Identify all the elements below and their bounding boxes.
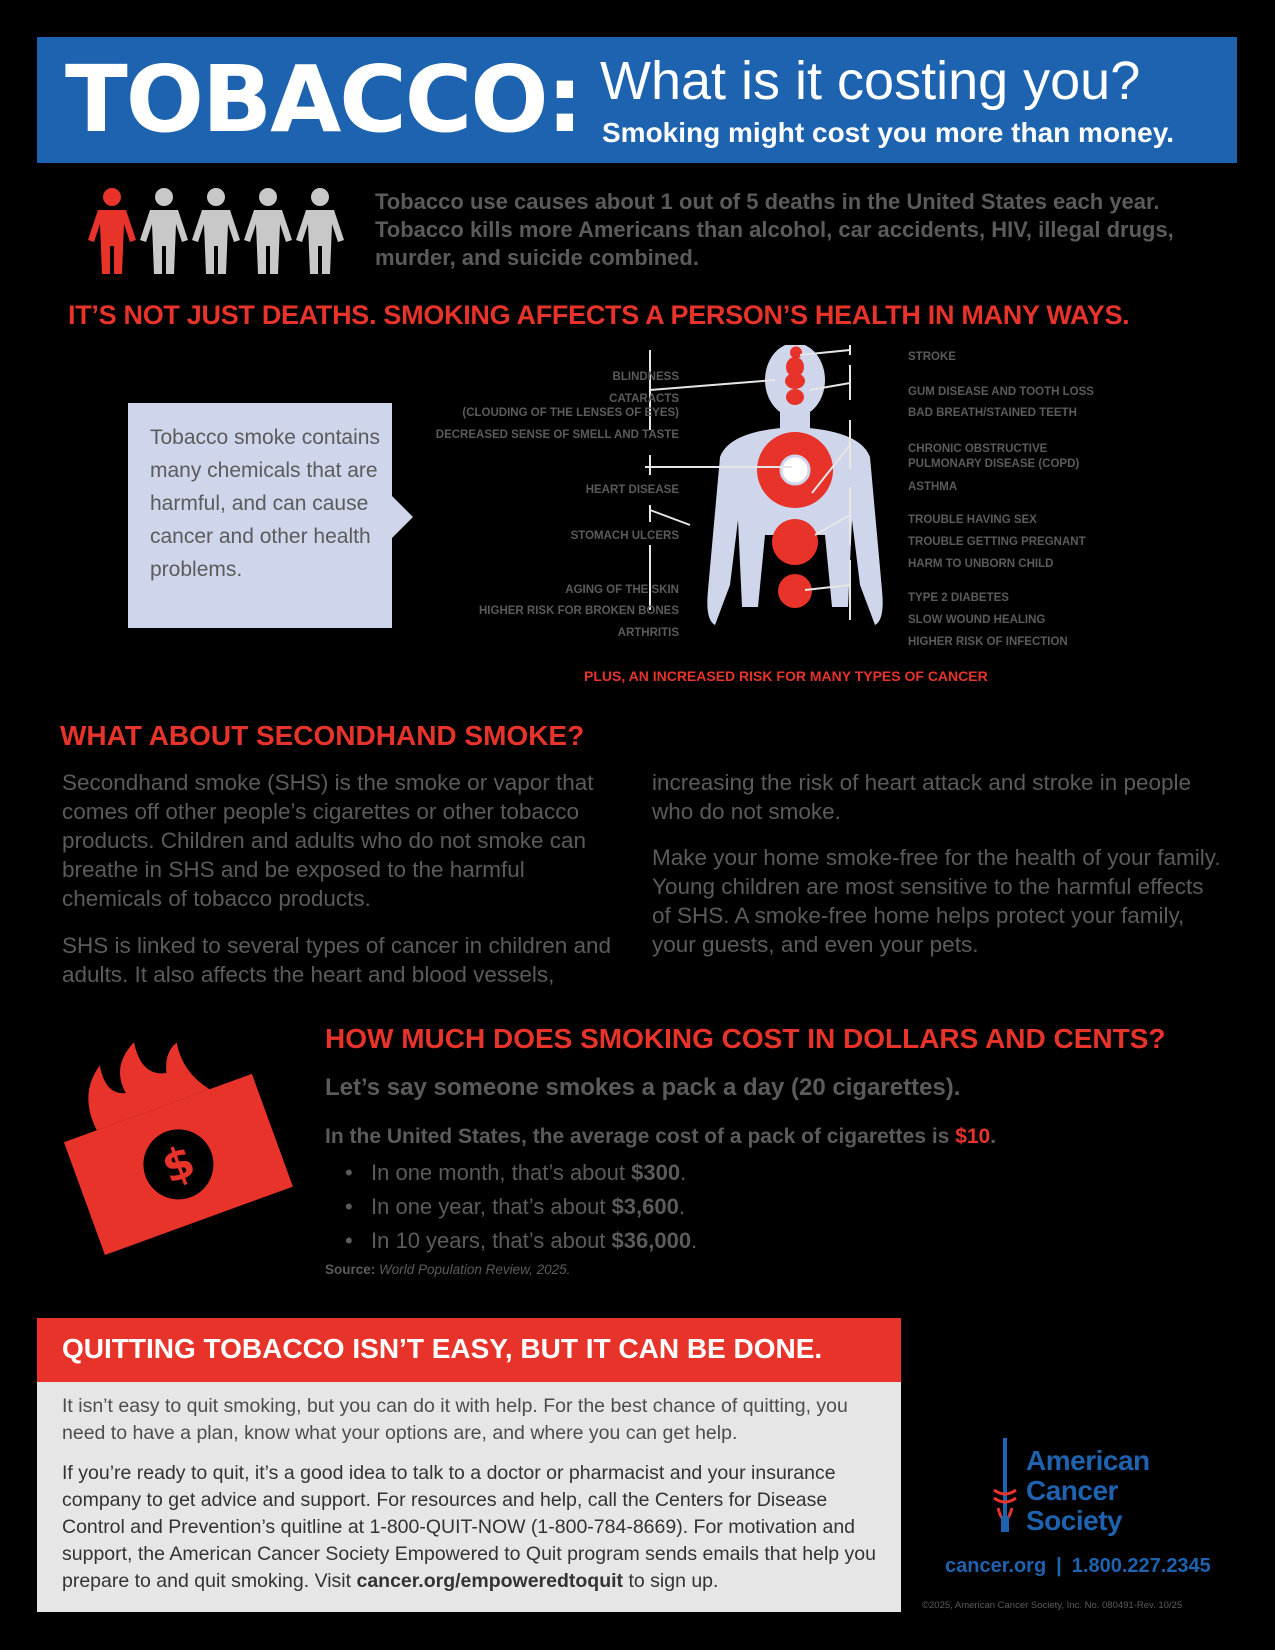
acs-contact: cancer.org | 1.800.227.2345 xyxy=(945,1555,1211,1577)
label-copd-2: PULMONARY DISEASE (COPD) xyxy=(908,458,1080,470)
callout-text: Tobacco smoke contains many chemicals that are harmful, and can cause cancer and other health problems. xyxy=(150,426,380,581)
burning-money-icon xyxy=(55,1035,295,1265)
label-wound-healing: SLOW WOUND HEALING xyxy=(908,614,1046,626)
quit-heading: QUITTING TOBACCO ISN’T EASY, BUT IT CAN BE DONE. xyxy=(62,1333,823,1364)
header-question: What is it costing you? xyxy=(600,51,1141,111)
cost-subheading: Let’s say someone smokes a pack a day (20 cigarettes). xyxy=(325,1074,961,1101)
quit-paragraph-2: If you’re ready to quit, it’s a good idea to talk to a doctor or pharmacist and your insurance company to get advice and support. For resources and help, call the Centers for Disease Control and Prevention’s quitline at 1-800-QUIT-NOW (1-800-784-8669). For motivation and support, the American Cancer Society Empowered to Quit program sends emails that help you prepare to and quit smoking. Visit cancer.org/empoweredtoquit to sign up. xyxy=(62,1462,876,1592)
label-unborn-child: HARM TO UNBORN CHILD xyxy=(908,558,1054,570)
label-gum-disease: GUM DISEASE AND TOOTH LOSS xyxy=(908,386,1094,398)
acs-website-link[interactable]: cancer.org xyxy=(945,1555,1047,1577)
cost-bullet-10-years: • In 10 years, that’s about $36,000. xyxy=(345,1228,698,1253)
quit-paragraph-1: It isn’t easy to quit smoking, but you can do it with help. For the best chance of quitting, you need to have a plan, know what your options are, and where you can get help. xyxy=(62,1395,848,1444)
callout-pointer xyxy=(392,496,413,538)
header-banner xyxy=(37,37,1237,163)
cost-bullet-month: • In one month, that’s about $300. xyxy=(345,1160,687,1185)
source-citation: Source: World Population Review, 2025. xyxy=(325,1262,571,1277)
shs-paragraph-1: Secondhand smoke (SHS) is the smoke or vapor that comes off other people’s cigarettes or other tobacco products. Children and adults who do not smoke can breathe in SHS and be exposed to the harmful chemicals of tobacco products. xyxy=(62,770,594,911)
label-stroke: STROKE xyxy=(908,351,956,363)
label-heart-disease: HEART DISEASE xyxy=(585,484,679,496)
acs-logo-text: American Cancer Society xyxy=(1026,1445,1150,1536)
health-heading: IT’S NOT JUST DEATHS. SMOKING AFFECTS A PERSON’S HEALTH IN MANY WAYS. xyxy=(68,300,1130,330)
person-icon xyxy=(244,188,292,274)
person-icon xyxy=(192,188,240,274)
shs-paragraph-4: Make your home smoke-free for the health of your family. Young children are most sensitive to the harmful effects of SHS. A smoke-free home helps protect your family, your guests, and even your pets. xyxy=(652,845,1221,957)
svg-text:$: $ xyxy=(155,1135,202,1195)
cost-heading: HOW MUCH DOES SMOKING COST IN DOLLARS AND CENTS? xyxy=(325,1023,1166,1054)
label-cataracts-note: (CLOUDING OF THE LENSES OF EYES) xyxy=(462,407,679,419)
header-subtitle: Smoking might cost you more than money. xyxy=(602,117,1174,148)
shs-paragraph-2: SHS is linked to several types of cancer in children and adults. It also affects the heart and blood vessels, xyxy=(62,933,612,987)
label-arthritis: ARTHRITIS xyxy=(617,627,679,639)
label-broken-bones: HIGHER RISK FOR BROKEN BONES xyxy=(479,605,679,617)
person-icon-highlighted xyxy=(88,188,136,274)
label-aging-skin: AGING OF THE SKIN xyxy=(565,584,679,596)
label-blindness: BLINDNESS xyxy=(612,371,679,383)
cancer-risk-line: PLUS, AN INCREASED RISK FOR MANY TYPES OF CANCER xyxy=(584,668,988,684)
person-icon xyxy=(140,188,188,274)
cost-average-line xyxy=(325,1125,996,1149)
label-diabetes: TYPE 2 DIABETES xyxy=(908,592,1009,604)
cost-bullet-year: • In one year, that’s about $3,600. xyxy=(345,1194,685,1219)
label-trouble-pregnant: TROUBLE GETTING PREGNANT xyxy=(908,536,1086,548)
label-stomach-ulcers: STOMACH ULCERS xyxy=(570,530,679,542)
acs-sword-icon xyxy=(990,1438,1020,1538)
person-icon xyxy=(296,188,344,274)
stat-text: Tobacco use causes about 1 out of 5 deaths in the United States each year. Tobacco kills more Americans than alcohol, car accidents, HIV, illegal drugs, murder, and suicide combined. xyxy=(375,189,1174,270)
people-icons xyxy=(88,188,358,274)
acs-phone[interactable]: 1.800.227.2345 xyxy=(1071,1555,1211,1577)
brand-title: TOBACCO: xyxy=(65,46,582,153)
label-trouble-sex: TROUBLE HAVING SEX xyxy=(908,514,1037,526)
label-asthma: ASTHMA xyxy=(908,481,958,493)
label-smell-taste: DECREASED SENSE OF SMELL AND TASTE xyxy=(435,429,679,441)
avg-price: $10 xyxy=(955,1125,991,1148)
shs-paragraph-3: increasing the risk of heart attack and stroke in people who do not smoke. xyxy=(652,770,1192,824)
label-copd-1: CHRONIC OBSTRUCTIVE xyxy=(908,443,1048,455)
label-bad-breath: BAD BREATH/STAINED TEETH xyxy=(908,407,1077,419)
empowered-link[interactable]: cancer.org/empoweredtoquit xyxy=(356,1570,624,1592)
avg-end: . xyxy=(990,1125,997,1148)
copyright: ©2025, American Cancer Society, Inc. No. 080491-Rev. 10/25 xyxy=(922,1600,1183,1611)
shs-heading: WHAT ABOUT SECONDHAND SMOKE? xyxy=(60,720,585,751)
avg-text: In the United States, the average cost of a pack of cigarettes is xyxy=(325,1125,956,1148)
label-infection: HIGHER RISK OF INFECTION xyxy=(908,636,1068,648)
label-cataracts: CATARACTS xyxy=(609,393,679,405)
